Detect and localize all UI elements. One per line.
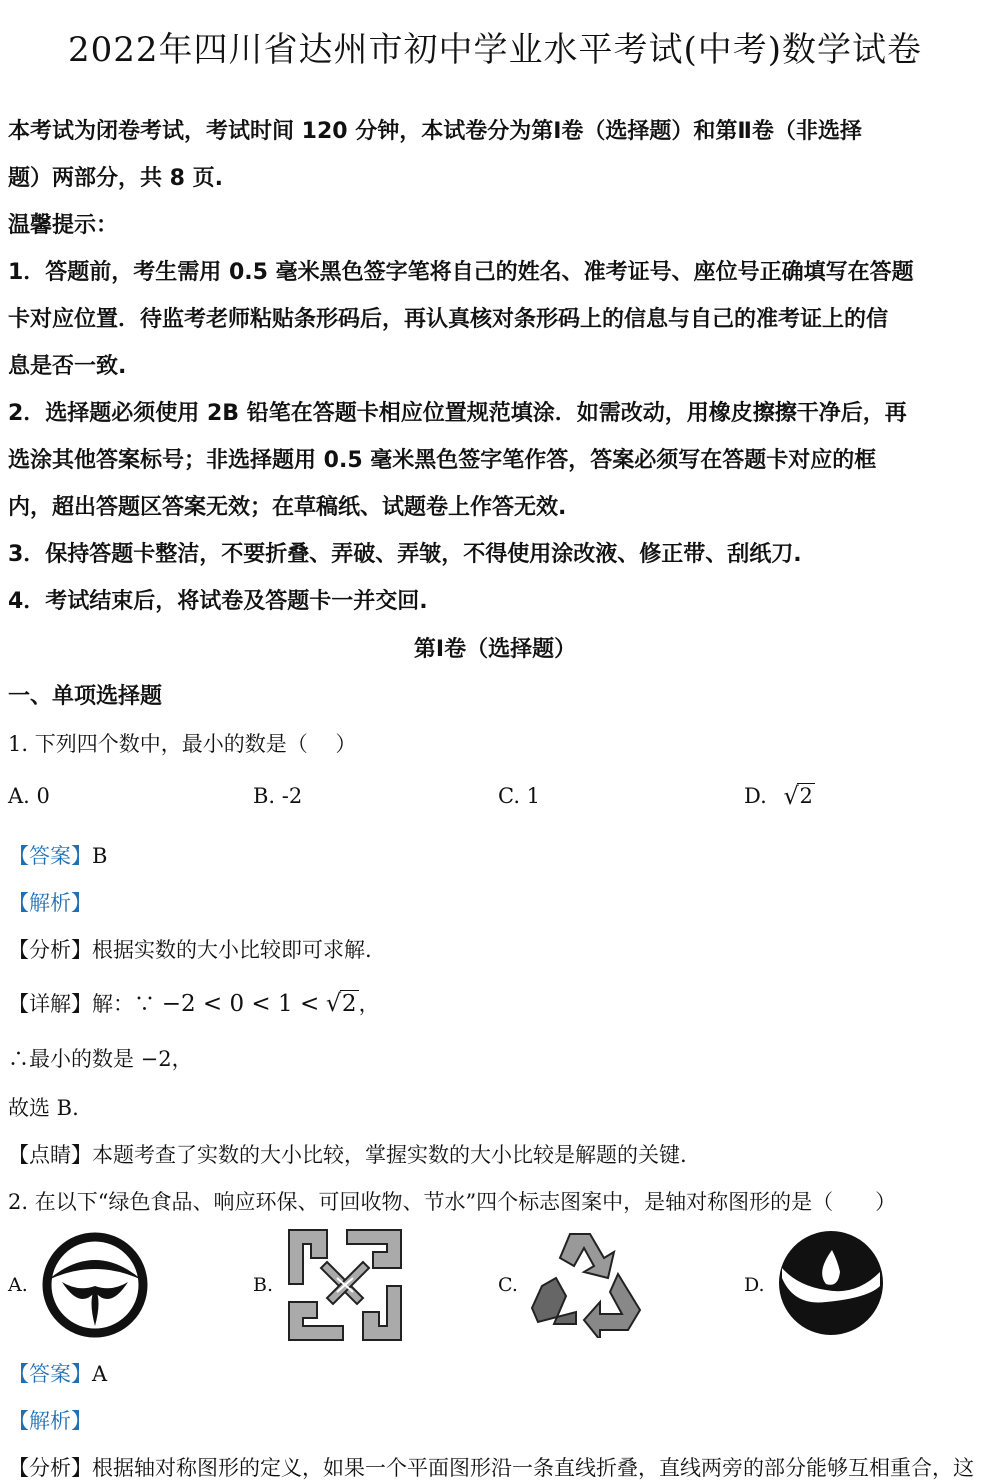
green-food-logo-icon	[40, 1230, 150, 1340]
xiangjie-tag: 【详解】	[8, 992, 92, 1016]
tip-line: 1．答题前，考生需用 0.5 毫米黑色签字笔将自己的姓名、准考证号、座位号正确填写在答题	[8, 260, 914, 285]
q1-dianjing-row	[8, 1139, 687, 1169]
q1-xiangjie-row	[8, 988, 380, 1018]
q1-option-b: B. -2	[253, 784, 303, 808]
sqrt-symbol: √ 2	[325, 989, 357, 1017]
water-saving-logo-icon	[776, 1228, 886, 1338]
answer-tag: 【答案】	[8, 1362, 92, 1386]
q1-option-d	[744, 784, 815, 808]
tip-line: 3．保持答题卡整洁，不要折叠、弄破、弄皱，不得使用涂改液、修正带、刮纸刀.	[8, 542, 802, 567]
sqrt-symbol: √ 2	[783, 782, 813, 810]
tip-line: 卡对应位置．待监考老师粘贴条形码后，再认真核对条形码上的信息与自己的准考证上的信	[8, 307, 889, 332]
dianjing-tag: 【点睛】	[8, 1143, 92, 1167]
q1-option-d-label: D.	[744, 784, 767, 808]
fenxi-text: 根据实数的大小比较即可求解.	[92, 938, 372, 962]
q1-option-c: C. 1	[498, 784, 541, 808]
tip-line: 2．选择题必须使用 2B 铅笔在答题卡相应位置规范填涂．如需改动，用橡皮擦擦干净后，再	[8, 401, 907, 426]
xiangjie-suffix: ，	[358, 992, 380, 1016]
question-2-stem: 2. 在以下“绿色食品、响应环保、可回收物、节水”四个标志图案中，是轴对称图形的是（ ）	[8, 1190, 897, 1214]
q2-fenxi-row	[8, 1452, 974, 1482]
q1-choose: 故选 B.	[8, 1096, 79, 1120]
tips-heading: 温馨提示：	[8, 213, 119, 238]
sqrt-radicand: 2	[799, 784, 813, 808]
xiangjie-prefix: 解：∵	[92, 992, 155, 1016]
answer-value: A	[92, 1362, 108, 1386]
part-title: 一、单项选择题	[8, 684, 163, 709]
intro-line-2: 题）两部分，共 8 页.	[8, 166, 223, 191]
q1-conclusion: ∴最小的数是 −2，	[8, 1047, 193, 1071]
fenxi-tag: 【分析】	[8, 1456, 92, 1480]
environmental-logo-icon	[287, 1228, 403, 1342]
q2-answer-row	[8, 1358, 107, 1388]
q1-option-a: A. 0	[8, 784, 50, 808]
answer-value: B	[92, 844, 108, 868]
q2-option-d-label: D.	[744, 1274, 765, 1296]
tip-line: 选涂其他答案标号；非选择题用 0.5 毫米黑色签字笔作答，答案必须写在答题卡对应的框	[8, 448, 877, 473]
q2-option-b-label: B.	[253, 1274, 274, 1296]
recycle-logo-icon	[530, 1226, 650, 1338]
dianjing-text: 本题考查了实数的大小比较，掌握实数的大小比较是解题的关键.	[92, 1143, 687, 1167]
fenxi-tag: 【分析】	[8, 938, 92, 962]
section-title: 第Ⅰ卷（选择题）	[413, 637, 577, 662]
question-1-stem: 1. 下列四个数中，最小的数是（ ）	[8, 732, 357, 756]
q2-option-c-label: C.	[498, 1274, 518, 1296]
q1-answer-row	[8, 840, 107, 870]
tip-line: 息是否一致.	[8, 354, 127, 379]
fenxi-text: 根据轴对称图形的定义，如果一个平面图形沿一条直线折叠，直线两旁的部分能够互相重合，这	[92, 1456, 974, 1480]
inequality-expression: −2 < 0 < 1 <	[161, 991, 320, 1017]
tip-line: 内，超出答题区答案无效；在草稿纸、试题卷上作答无效.	[8, 495, 567, 520]
q2-option-a-label: A.	[8, 1274, 28, 1296]
analysis-tag: 【解析】	[8, 891, 92, 915]
analysis-tag: 【解析】	[8, 1409, 92, 1433]
intro-line-1: 本考试为闭卷考试，考试时间 120 分钟，本试卷分为第Ⅰ卷（选择题）和第Ⅱ卷（非选择	[8, 119, 862, 144]
page-title: 2022年四川省达州市初中学业水平考试(中考)数学试卷	[67, 30, 923, 70]
tip-line: 4．考试结束后，将试卷及答题卡一并交回.	[8, 589, 428, 614]
sqrt-radicand: 2	[341, 991, 357, 1017]
q1-fenxi-row	[8, 934, 372, 964]
answer-tag: 【答案】	[8, 844, 92, 868]
